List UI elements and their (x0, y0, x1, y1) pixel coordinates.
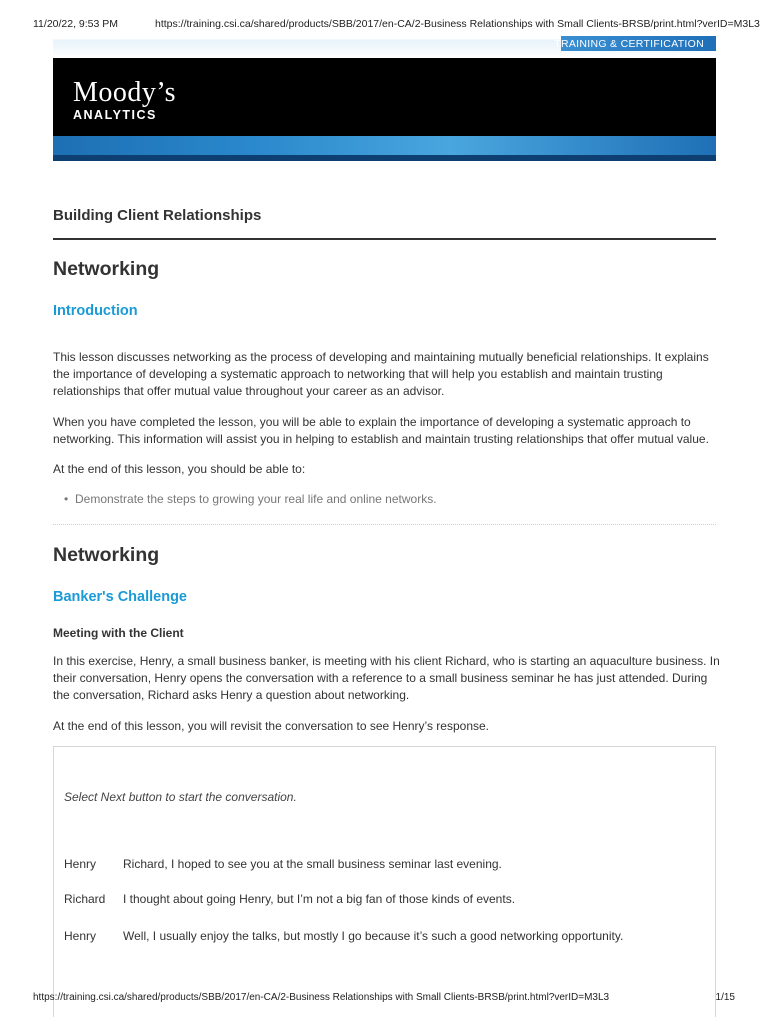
section-divider (53, 524, 716, 525)
banner-tagline: TRAINING & CERTIFICATION (554, 38, 704, 50)
speaker-name: Richard (64, 892, 106, 906)
print-footer (0, 992, 768, 1008)
conversation-intro: Select Next button to start the conversation. (64, 790, 297, 804)
list-item: • Demonstrate the steps to growing your real life and online networks. (75, 492, 437, 506)
page-number: 1/15 (715, 992, 735, 1003)
footer-url: https://training.csi.ca/shared/products/SBB/2017/en-CA/2-Business Relationships with Small Clients-BRSB/print.html?verID=M3L3 (33, 992, 610, 1003)
logo-main: Moody’s (73, 77, 177, 108)
section2-paragraph-2: At the end of this lesson, you will revisit the conversation to see Henry’s response. (53, 719, 490, 733)
section2-subheading: Banker's Challenge (53, 589, 187, 605)
section2-heading: Networking (53, 544, 160, 566)
print-header (0, 12, 768, 28)
section1-paragraph-1: This lesson discusses networking as the process of developing and maintaining mutually beneficial relationships. It explains the importance of developing a systematic approach to networking that will help you establish and maintain trusting relationships that offer mutual value throughout your career as an advisor. (53, 350, 709, 398)
print-datetime: 11/20/22, 9:53 PM (33, 18, 119, 30)
logo-sub: ANALYTICS (73, 108, 157, 122)
section2-paragraph-1: In this exercise, Henry, a small business banker, is meeting with his client Richard, who is starting an aquaculture business. In their conversation, Henry opens the conversation with a reference to a small business seminar he has just attended. During the conversation, Richard asks Henry a question about networking. (53, 654, 720, 702)
speaker-text: I thought about going Henry, but I’m not a big fan of those kinds of events. (123, 892, 516, 906)
title-divider (53, 238, 716, 240)
section1-paragraph-2: When you have completed the lesson, you will be able to explain the importance of developing a systematic approach to networking. This information will assist you in helping to establish and maintain trusting relationships that offer mutual value. (53, 415, 709, 446)
speaker-name: Henry (64, 857, 97, 871)
speaker-name: Henry (64, 929, 97, 943)
banner (53, 36, 716, 161)
section1-subheading: Introduction (53, 303, 138, 319)
section1-heading: Networking (53, 258, 160, 280)
speaker-text: Well, I usually enjoy the talks, but mostly I go because it’s such a good networking opportunity. (123, 929, 624, 943)
banner-bottom-strip (53, 136, 716, 161)
print-url: https://training.csi.ca/shared/products/SBB/2017/en-CA/2-Business Relationships with Small Clients-BRSB/print.html?verID=M3L3 (155, 18, 760, 30)
conversation-box (53, 746, 716, 1017)
section1-paragraph-3: At the end of this lesson, you should be able to: (53, 462, 306, 476)
course-title: Building Client Relationships (53, 207, 262, 224)
section2-subhead: Meeting with the Client (53, 626, 184, 640)
banner-top-strip (53, 36, 716, 58)
speaker-text: Richard, I hoped to see you at the small business seminar last evening. (123, 857, 502, 871)
